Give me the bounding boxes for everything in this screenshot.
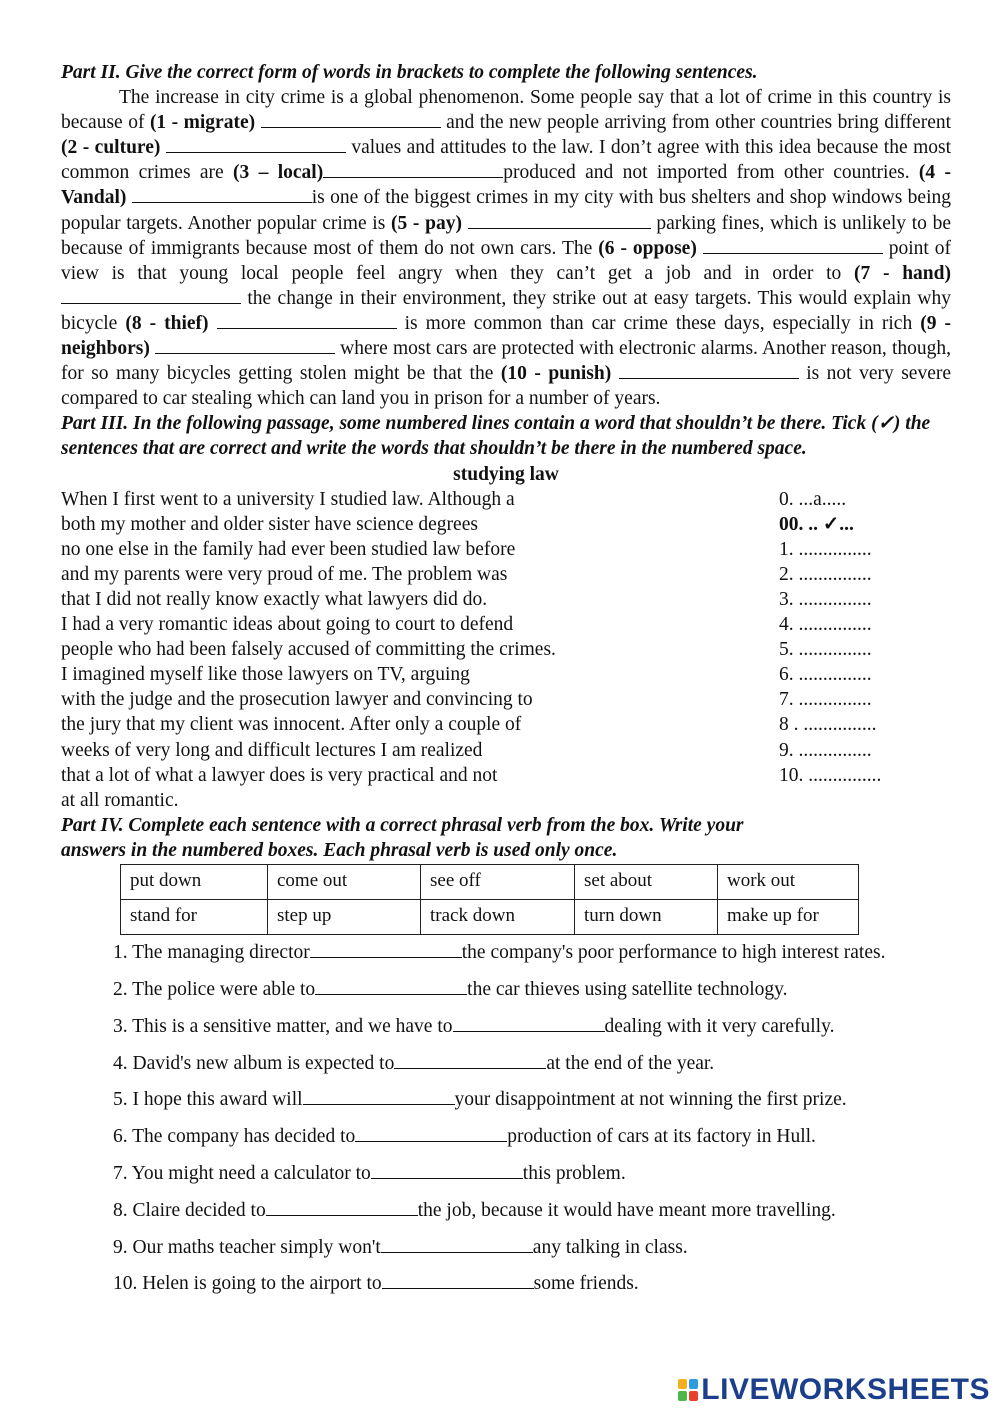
line-text: the jury that my client was innocent. After only a couple of (61, 714, 522, 736)
line-answer[interactable]: 00. .. ✓... (779, 513, 854, 535)
sentence-item (113, 1161, 951, 1198)
box-cell: work out (718, 865, 859, 900)
liveworksheets-logo-icon (678, 1379, 698, 1401)
blank-1[interactable] (261, 111, 441, 128)
passage-text: parking fines, which is unlikely to be because of immigrants because most of them do not own cars. The (61, 212, 952, 259)
box-cell: set about (575, 865, 718, 900)
cue-4: (4 - Vandal) (61, 162, 951, 209)
line-answer[interactable]: 9. ............... (779, 739, 872, 761)
box-cell: stand for (121, 900, 268, 935)
sentence-start: 2. The police were able to (113, 978, 316, 1000)
passage-text: the change in their environment, they strike out at easy targets. This would explain why bicycle (61, 287, 951, 334)
box-row (121, 900, 859, 935)
part4-heading-line: answers in the numbered boxes. Each phrasal verb is used only once. (61, 839, 618, 861)
passage-line (61, 587, 951, 612)
answer-blank[interactable] (394, 1054, 546, 1069)
passage-text: is more common than car crime these days, especially in rich (396, 312, 921, 334)
liveworksheets-logo[interactable] (678, 1373, 990, 1407)
part2-passage (61, 85, 951, 411)
passage-text: and the new people arriving from other countries bring different (440, 112, 952, 134)
box-cell: track down (421, 900, 575, 935)
sentence-end: at the end of the year. (546, 1052, 715, 1074)
blank-2[interactable] (166, 136, 346, 153)
passage-line (61, 512, 951, 537)
sentence-start: 10. Helen is going to the airport to (113, 1273, 382, 1295)
blank-5[interactable] (468, 212, 651, 229)
passage-line (61, 763, 951, 788)
line-answer[interactable]: 4. ............... (779, 614, 872, 636)
box-cell: put down (121, 865, 268, 900)
part4-heading (61, 813, 951, 863)
passage-text: The increase in city crime is a global phenomenon. Some people say that a lot of crime in this country is because of (61, 87, 951, 134)
sentence-item (113, 1087, 951, 1124)
logo-square (689, 1391, 698, 1401)
answer-blank[interactable] (382, 1274, 534, 1289)
cue-9: (9 - neighbors) (61, 312, 952, 360)
sentence-start: 1. The managing director (113, 942, 310, 964)
passage-line (61, 712, 951, 737)
line-text: and my parents were very proud of me. The problem was (61, 563, 508, 585)
passage-line (61, 687, 951, 712)
sentence-item (113, 940, 951, 977)
passage-line (61, 788, 951, 813)
sentence-start: 5. I hope this award will (113, 1089, 303, 1111)
answer-blank[interactable] (303, 1090, 455, 1105)
logo-square (678, 1391, 687, 1401)
passage-text: values and attitudes to the law. I don’t agree with this idea because the most common crimes are (61, 137, 952, 184)
passage-text: produced and not imported from other countries. (503, 162, 919, 184)
answer-blank[interactable] (453, 1017, 605, 1032)
passage-text: is not very severe compared to car stealing which can land you in prison for a number of years. (61, 363, 952, 410)
blank-3[interactable] (323, 161, 503, 178)
line-text: I imagined myself like those lawyers on TV, arguing (61, 664, 470, 686)
line-text: that I did not really know exactly what lawyers did do. (61, 588, 488, 610)
sentence-start: 6. The company has decided to (113, 1126, 356, 1148)
logo-square (689, 1379, 698, 1389)
box-cell: step up (268, 900, 421, 935)
passage-line (61, 738, 951, 763)
passage-line (61, 612, 951, 637)
passage-line (61, 637, 951, 662)
line-text: that a lot of what a lawyer does is very practical and not (61, 764, 498, 786)
line-answer[interactable]: 3. ............... (779, 588, 872, 610)
line-answer[interactable]: 2. ............... (779, 563, 872, 585)
answer-blank[interactable] (310, 943, 462, 958)
cue-10: (10 - punish) (500, 363, 612, 385)
line-text: people who had been falsely accused of committing the crimes. (61, 639, 556, 661)
sentence-end: this problem. (522, 1162, 626, 1184)
phrasal-verb-sentences (61, 940, 951, 1308)
cue-2: (2 - culture) (61, 137, 161, 159)
passage-line (61, 562, 951, 587)
sentence-end: the job, because it would have meant more travelling. (417, 1199, 836, 1221)
sentence-end: the car thieves using satellite technology. (467, 978, 788, 1000)
answer-blank[interactable] (355, 1127, 507, 1142)
box-cell: come out (268, 865, 421, 900)
sentence-end: some friends. (533, 1273, 639, 1295)
blank-10[interactable] (619, 362, 799, 379)
cue-6: (6 - oppose) (598, 237, 697, 259)
sentence-start: 4. David's new album is expected to (113, 1052, 395, 1074)
answer-blank[interactable] (381, 1238, 533, 1253)
line-answer[interactable]: 1. ............... (779, 538, 872, 560)
error-lines (61, 487, 951, 813)
passage-text: where most cars are protected with electronic alarms. Another reason, though, for so many bicycles getting stolen might be that the (61, 338, 951, 385)
answer-blank[interactable] (266, 1201, 418, 1216)
line-answer[interactable]: 5. ............... (779, 639, 872, 661)
blank-8[interactable] (217, 312, 397, 329)
sentence-item (113, 1051, 951, 1088)
blank-9[interactable] (155, 337, 335, 354)
sentence-item (113, 977, 951, 1014)
cue-3: (3 – local) (233, 162, 324, 184)
passage-line (61, 662, 951, 687)
passage-line (61, 537, 951, 562)
line-answer[interactable]: 8 . ............... (779, 714, 877, 736)
worksheet-page (61, 60, 951, 1308)
line-text: I had a very romantic ideas about going to court to defend (61, 614, 514, 636)
answer-blank[interactable] (371, 1164, 523, 1179)
logo-square (678, 1379, 687, 1389)
line-text: at all romantic. (61, 789, 179, 811)
box-cell: turn down (575, 900, 718, 935)
blank-7[interactable] (61, 287, 241, 304)
sentence-start: 8. Claire decided to (113, 1199, 266, 1221)
part2-heading: Part II. Give the correct form of words in brackets to complete the following sentences. (61, 62, 758, 83)
sentence-end: your disappointment at not winning the first prize. (454, 1089, 847, 1111)
answer-blank[interactable] (315, 980, 467, 995)
line-answer[interactable]: 0. ...a..... (779, 488, 847, 510)
sentence-item (113, 1124, 951, 1161)
blank-6[interactable] (703, 237, 883, 254)
blank-4[interactable] (132, 186, 312, 203)
line-text: weeks of very long and difficult lectures I am realized (61, 739, 483, 761)
passage-title: studying law (453, 463, 559, 485)
part3-heading: Part III. In the following passage, some numbered lines contain a word that shouldn’t be there. Tick (✓) the sentences that are correct and write the words that shouldn’t be there in the numbered space. (61, 413, 931, 460)
box-cell: make up for (718, 900, 859, 935)
sentence-start: 7. You might need a calculator to (113, 1162, 371, 1184)
sentence-item (113, 1198, 951, 1235)
line-answer[interactable]: 10. ............... (779, 764, 882, 786)
passage-text: is one of the biggest crimes in my city with bus shelters and shop windows being popular targets. Another popular crime is (61, 187, 952, 234)
cue-5: (5 - pay) (391, 212, 462, 234)
part4-heading-line: Part IV. Complete each sentence with a correct phrasal verb from the box. Write your (61, 814, 744, 836)
cue-8: (8 - thief) (125, 312, 209, 334)
cue-7: (7 - hand) (854, 262, 951, 284)
passage-text: point of view is that young local people feel angry when they can’t get a job and in order to (61, 237, 951, 284)
logo-text: LIVEWORKSHEETS (701, 1373, 990, 1406)
sentence-end: production of cars at its factory in Hull. (507, 1126, 816, 1148)
line-text: both my mother and older sister have science degrees (61, 513, 478, 535)
sentence-start: 9. Our maths teacher simply won't (113, 1236, 381, 1258)
sentence-start: 3. This is a sensitive matter, and we have to (113, 1015, 453, 1037)
passage-line (61, 487, 951, 512)
line-text: no one else in the family had ever been studied law before (61, 538, 516, 560)
sentence-end: dealing with it very carefully. (604, 1015, 835, 1037)
box-row (121, 865, 859, 900)
box-cell: see off (421, 865, 575, 900)
sentence-end: the company's poor performance to high interest rates. (461, 942, 886, 964)
sentence-end: any talking in class. (532, 1236, 688, 1258)
sentence-item (113, 1271, 951, 1308)
sentence-item (113, 1235, 951, 1272)
line-text: When I first went to a university I studied law. Although a (61, 488, 515, 510)
line-answer[interactable]: 7. ............... (779, 689, 872, 711)
line-text: with the judge and the prosecution lawyer and convincing to (61, 689, 533, 711)
phrasal-verb-box (120, 864, 859, 935)
line-answer[interactable]: 6. ............... (779, 664, 872, 686)
sentence-item (113, 1014, 951, 1051)
cue-1: (1 - migrate) (149, 112, 256, 134)
